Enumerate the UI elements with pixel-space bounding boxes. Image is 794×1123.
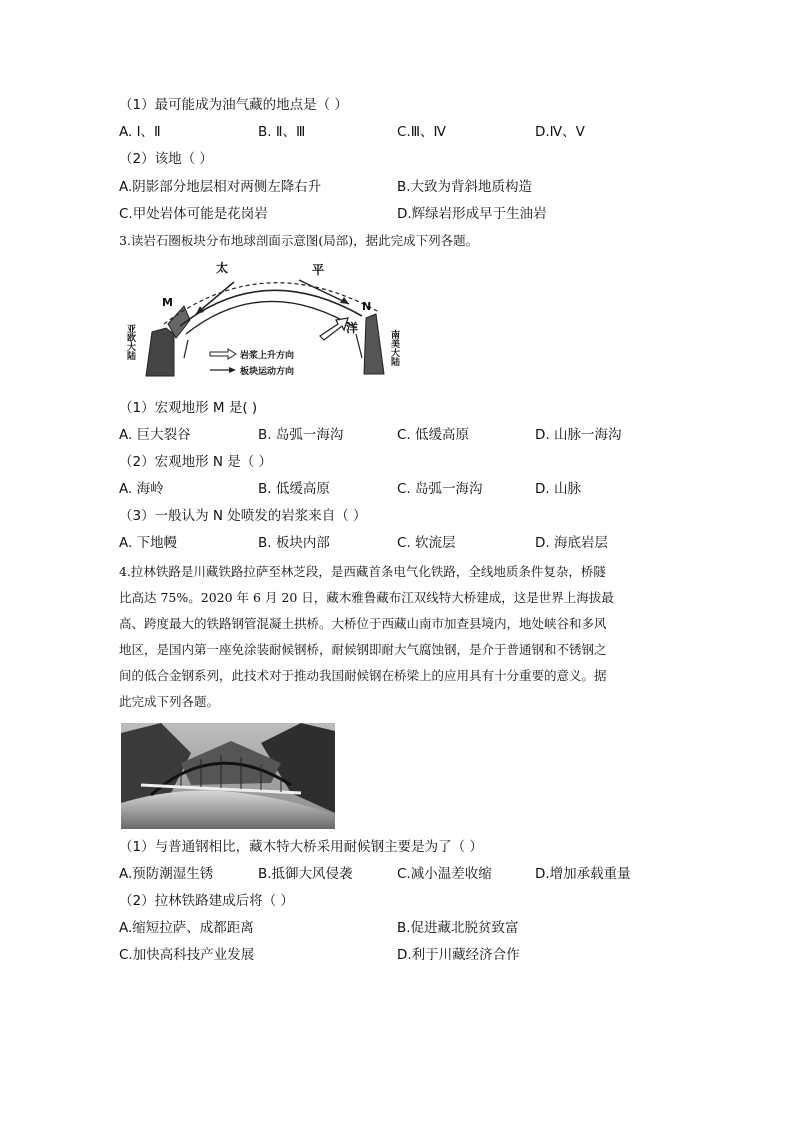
prev-q-sub2-stem: （2）该地（ ） — [119, 151, 213, 167]
q4-sub2-stem: （2）拉林铁路建成后将（ ） — [119, 893, 294, 909]
q3-sub1-stem: （1）宏观地形 M 是( ) — [119, 400, 258, 416]
q4-sub2-option-b: B.促进藏北脱贫致富 — [397, 920, 519, 936]
q4-sub1-option-a: A.预防潮湿生锈 — [119, 866, 214, 882]
prev-q-sub1-option-b: B. Ⅱ、Ⅲ — [258, 124, 306, 140]
q4-passage-line-2: 比高达 75%。2020 年 6 月 20 日，藏木雅鲁藏布江双线特大桥建成，这是世界上海拔最 — [119, 590, 614, 605]
q4-passage-line-1: 4.拉林铁路是川藏铁路拉萨至林芝段，是西藏首条电气化铁路，全线地质条件复杂，桥隧 — [119, 564, 606, 579]
q4-sub2-option-d: D.利于川藏经济合作 — [397, 947, 520, 963]
q4-passage-line-5: 间的低合金钢系列，此技术对于推动我国耐候钢在桥梁上的应用具有十分重要的意义。据 — [119, 668, 607, 683]
q4-sub2-option-a: A.缩短拉萨、成都距离 — [119, 920, 254, 936]
prev-q-sub1-option-d: D.Ⅳ、Ⅴ — [535, 124, 585, 140]
prev-q-sub1-option-c: C.Ⅲ、Ⅳ — [397, 124, 446, 140]
prev-q-sub2-option-d: D.辉绿岩形成早于生油岩 — [397, 206, 547, 222]
legend-magma-arrow — [210, 349, 236, 359]
q3-sub2-option-a: A. 海岭 — [119, 481, 164, 497]
q4-passage-line-6: 此完成下列各题。 — [119, 694, 220, 709]
prev-q-sub2-option-c: C.甲处岩体可能是花岗岩 — [119, 206, 268, 222]
label-tai: 太 — [216, 261, 229, 275]
label-yang: 洋 — [346, 321, 359, 335]
q4-passage-line-4: 地区，是国内第一座免涂装耐候钢桥，耐候钢即耐大气腐蚀钢，是介于普通钢和不锈钢之 — [119, 642, 607, 657]
bridge-photo — [121, 723, 335, 829]
q4-sub2-option-c: C.加快高科技产业发展 — [119, 947, 255, 963]
label-right-vertical: 南美大陆 — [389, 330, 399, 366]
label-n: N — [362, 300, 372, 313]
q3-sub3-stem: （3）一般认为 N 处喷发的岩浆来自（ ） — [119, 508, 367, 524]
subduction-arrow-right — [356, 334, 362, 358]
q3-sub2-option-b: B. 低缓高原 — [258, 481, 330, 497]
legend-plate-label: 板块运动方向 — [240, 367, 295, 377]
q4-passage-line-3: 高、跨度最大的铁路钢管混凝土拱桥。大桥位于西藏山南市加查县境内，地处峡谷和多风 — [119, 616, 607, 631]
q4-sub1-option-c: C.减小温差收缩 — [397, 866, 492, 882]
q3-sub3-option-d: D. 海底岩层 — [535, 535, 608, 551]
label-ping: 平 — [312, 263, 325, 277]
q3-sub2-option-d: D. 山脉 — [535, 481, 581, 497]
subduction-arrow-left — [184, 340, 188, 358]
plate-arrow-right — [299, 280, 349, 304]
q3-sub3-option-b: B. 板块内部 — [258, 535, 330, 551]
q3-sub1-option-d: D. 山脉一海沟 — [535, 427, 622, 443]
lithosphere-outer — [180, 290, 362, 326]
q3-sub1-option-c: C. 低缓高原 — [397, 427, 470, 443]
label-m: M — [162, 296, 173, 309]
magma-rise-arrow — [320, 318, 348, 340]
right-continent-block — [364, 314, 384, 374]
prev-q-sub1-option-a: A. Ⅰ、Ⅱ — [119, 124, 161, 140]
q4-sub1-option-d: D.增加承载重量 — [535, 866, 631, 882]
prev-q-sub1-stem: （1）最可能成为油气藏的地点是（ ） — [119, 97, 348, 113]
q3-sub1-option-a: A. 巨大裂谷 — [119, 427, 191, 443]
q3-sub3-option-c: C. 软流层 — [397, 535, 456, 551]
q4-sub1-stem: （1）与普通钢相比，藏木特大桥采用耐候钢主要是为了（ ） — [119, 839, 483, 855]
q3-intro: 3.读岩石圈板块分布地球剖面示意图(局部)，据此完成下列各题。 — [119, 233, 479, 248]
left-continent-block — [146, 328, 174, 376]
q3-sub1-option-b: B. 岛弧一海沟 — [258, 427, 344, 443]
plate-cross-section-figure — [124, 254, 414, 384]
q4-sub1-option-b: B.抵御大风侵袭 — [258, 866, 353, 882]
legend-magma-label: 岩浆上升方向 — [240, 351, 295, 361]
q3-sub2-option-c: C. 岛弧一海沟 — [397, 481, 483, 497]
legend-plate-arrow-head — [229, 367, 236, 373]
q3-sub3-option-a: A. 下地幔 — [119, 535, 178, 551]
q3-sub2-stem: （2）宏观地形 N 是（ ） — [119, 454, 273, 470]
prev-q-sub2-option-a: A.阴影部分地层相对两侧左降右升 — [119, 179, 322, 195]
prev-q-sub2-option-b: B.大致为背斜地质构造 — [397, 179, 533, 195]
label-left-vertical: 亚欧大陆 — [125, 324, 135, 360]
